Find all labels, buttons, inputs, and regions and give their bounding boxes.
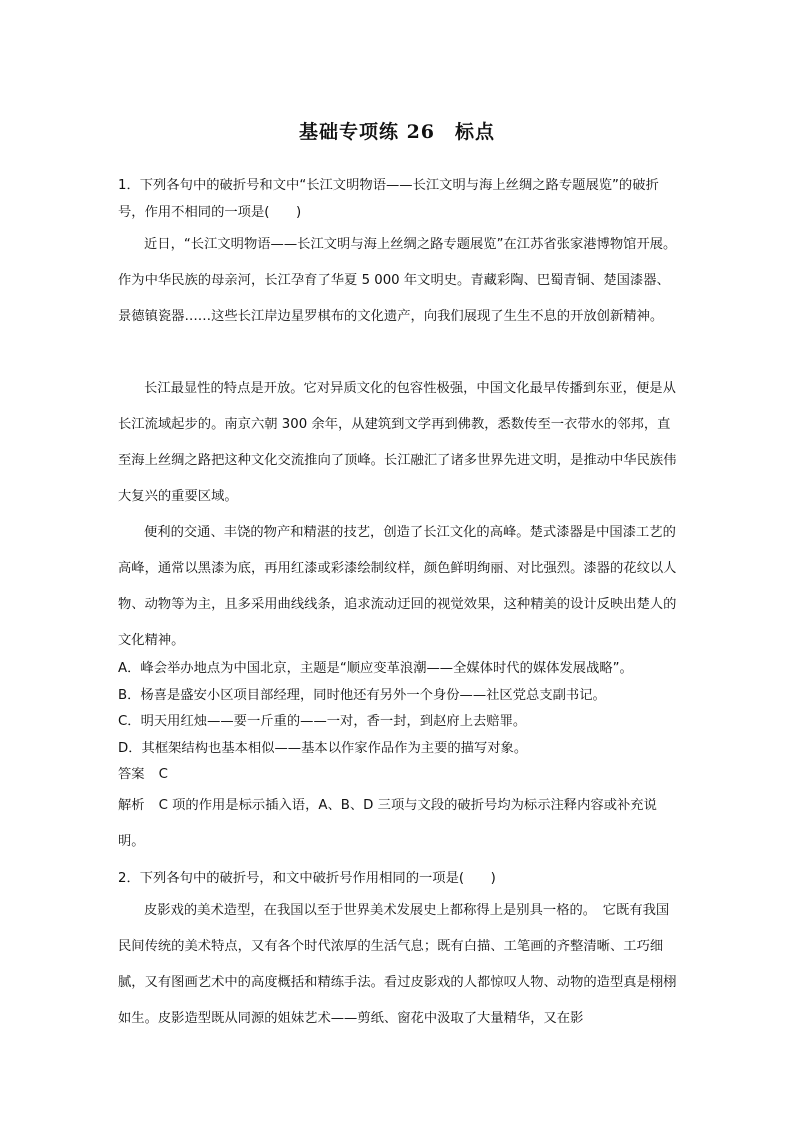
question-1-passage-paragraph-3: 便利的交通、丰饶的物产和精湛的技艺，创造了长江文化的高峰。楚式漆器是中国漆工艺的高峰，通常以黑漆为底，再用红漆或彩漆绘制纹样，颜色鲜明绚丽、对比强烈。漆器的花纹以人物、动物等为主，且多采用曲线线条，追求流动迂回的视觉效果，这种精美的设计反映出楚人的文化精神。 bbox=[118, 525, 677, 648]
analysis-text: C 项的作用是标示插入语，A、B、D 三项与文段的破折号均为标示注释内容或补充说明。 bbox=[118, 798, 657, 849]
option-d: D．其框架结构也基本相似——基本以作家作品作为主要的描写对象。 bbox=[118, 740, 528, 756]
option-a: A．峰会举办地点为中国北京，主题是“顺应变革浪潮——全媒体时代的媒体发展战略”。 bbox=[118, 661, 633, 676]
question-1-stem: 1．下列各句中的破折号和文中“长江文明物语——长江文明与海上丝绸之路专题展览”的破折号，作用不相同的一项是( ) bbox=[118, 178, 659, 220]
answer-value: C bbox=[158, 767, 168, 782]
option-b: B．杨喜是盛安小区项目部经理，同时他还有另外一个身份——社区党总支副书记。 bbox=[118, 687, 606, 703]
option-c: C．明天用红烛——要一斤重的——一对，香一封，到赵府上去赔罪。 bbox=[118, 714, 527, 729]
question-1-analysis bbox=[118, 788, 678, 860]
page-title: 基础专项练 26 标点 bbox=[298, 121, 496, 143]
question-2-passage-paragraph-1: 皮影戏的美术造型，在我国以至于世界美术发展史上都称得上是别具一格的。 它既有我国民间传统的美术特点，又有各个时代浓厚的生活气息；既有白描、工笔画的齐整清晰、工巧细腻，又有图画艺术中的高度概括和精练手法。看过皮影戏的人都惊叹人物、动物的造型真是栩栩如生。皮影造型既从同源的姐妹艺术——剪纸、窗花中汲取了大量精华，又在影 bbox=[118, 903, 677, 1026]
answer-label: 答案 bbox=[118, 767, 145, 782]
question-1-passage-paragraph-2: 长江最显性的特点是开放。它对异质文化的包容性极强，中国文化最早传播到东亚，便是从长江流域起步的。南京六朝 300 余年，从建筑到文学再到佛教，悉数传至一衣带水的邻邦，直至海上丝绸之路把这种文化交流推向了顶峰。长江融汇了诸多世界先进文明，是推动中华民族伟大复兴的重要区域。 bbox=[118, 381, 677, 504]
question-2-stem: 2．下列各句中的破折号，和文中破折号作用相同的一项是( ) bbox=[118, 871, 496, 886]
question-1-passage-paragraph-1: 近日，“长江文明物语——长江文明与海上丝绸之路专题展览”在江苏省张家港博物馆开展。作为中华民族的母亲河，长江孕育了华夏 5 000 年文明史。青藏彩陶、巴蜀青铜、楚国漆器、景德镇瓷器……这些长江岸边星罗棋布的文化遗产，向我们展现了生生不息的开放创新精神。 bbox=[118, 237, 677, 324]
question-1-options bbox=[118, 656, 678, 762]
analysis-label: 解析 bbox=[118, 798, 145, 813]
question-1-answer bbox=[118, 762, 678, 788]
